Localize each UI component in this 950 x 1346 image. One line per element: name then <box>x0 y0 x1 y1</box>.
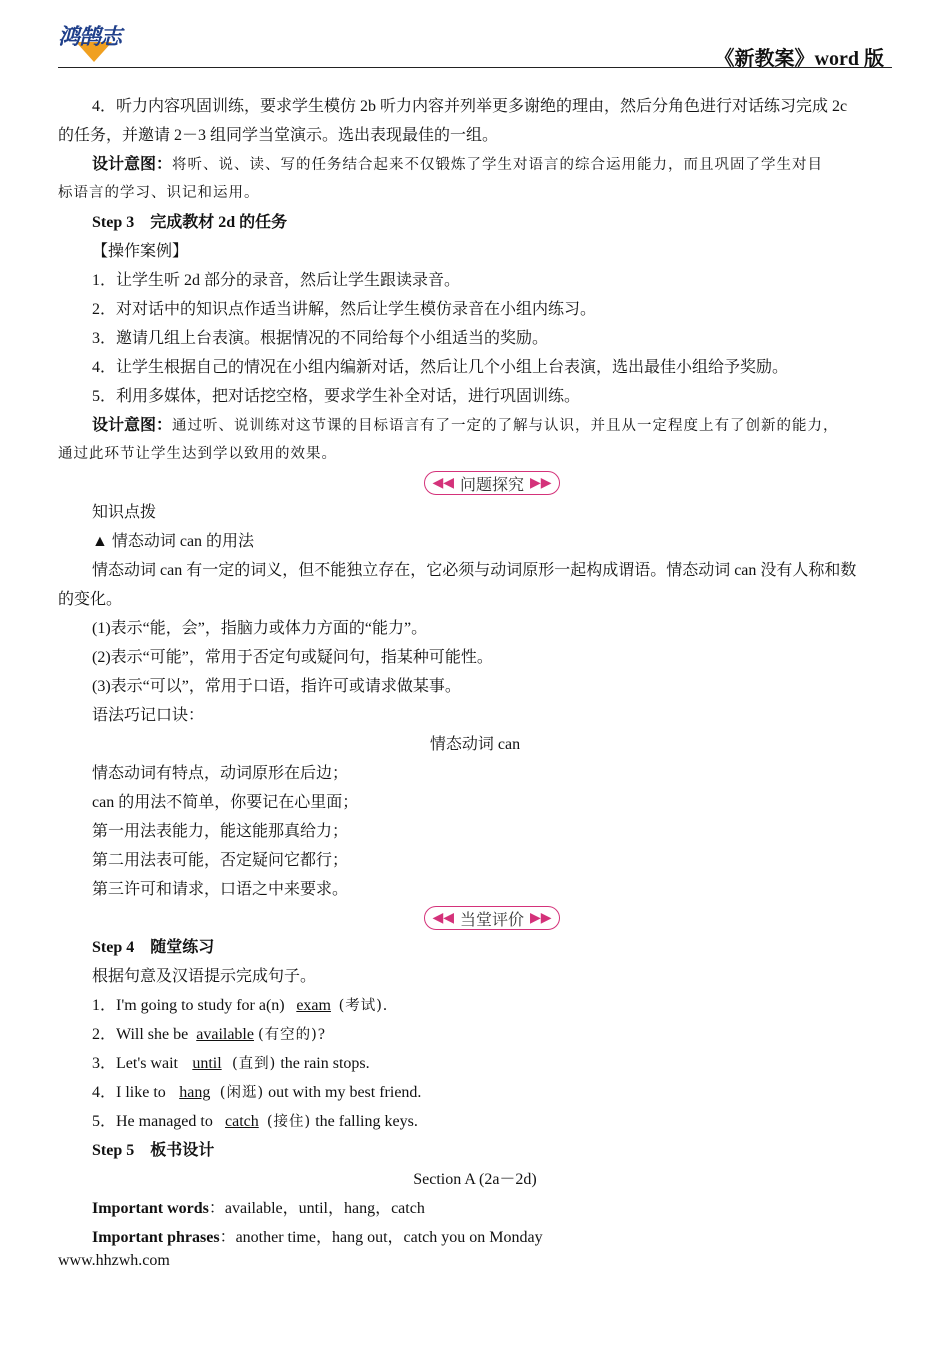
rhyme-line: 第二用法表可能，否定疑问它都行； <box>92 852 349 869</box>
chinese-hint: (闲逛) <box>219 1085 265 1101</box>
chinese-hint: (直到) <box>231 1056 277 1072</box>
paragraph: 的变化。 <box>58 591 123 608</box>
footer-url: www.hhzwh.com <box>58 1252 170 1269</box>
section-badge-row <box>58 469 892 498</box>
exercise-suffix: ? <box>317 1026 325 1043</box>
exercise-suffix: the falling keys. <box>311 1113 418 1130</box>
exercise-suffix: the rain stops. <box>276 1055 370 1072</box>
answer-blank <box>182 1049 232 1078</box>
design-intent-text: 标语言的学习、识记和运用。 <box>58 185 260 201</box>
list-item: (2)表示“可能”，常用于否定句或疑问句，指某种可能性。 <box>92 649 493 666</box>
rhyme-line: 第三许可和请求，口语之中来要求。 <box>92 881 349 898</box>
badge-label: 当堂评价 <box>459 909 524 929</box>
answer-blank <box>192 1020 258 1049</box>
exercise-item <box>58 1049 892 1078</box>
rhyme-line: 第一用法表能力，能这能那真给力； <box>92 823 349 840</box>
answer-text: exam <box>296 997 331 1014</box>
paragraph: 的任务，并邀请 2－3 组同学当堂演示。选出表现最佳的一组。 <box>58 127 499 144</box>
design-intent-text: 通过此环节让学生达到学以致用的效果。 <box>58 446 337 462</box>
step-heading: Step 4 随堂练习 <box>92 939 215 956</box>
exercise-item <box>58 1078 892 1107</box>
paragraph: 情态动词 can 有一定的词义，但不能独立存在，它必须与动词原形一起构成谓语。情态动词 can 没有人称和数 <box>92 562 857 579</box>
answer-blank <box>289 991 339 1020</box>
page-header <box>58 20 892 70</box>
case-heading: 【操作案例】 <box>92 243 189 260</box>
exercise-item <box>58 1020 892 1049</box>
subheading: ▲ 情态动词 can 的用法 <box>92 533 255 550</box>
exercise-item <box>58 991 892 1020</box>
board-label: Important words <box>92 1200 209 1217</box>
header-divider <box>58 67 892 68</box>
section-badge <box>424 471 560 495</box>
exercise-suffix: . <box>382 997 387 1014</box>
section-badge <box>424 906 560 930</box>
design-intent-label: 设计意图： <box>92 156 173 173</box>
logo-text: 鸿鹄志 <box>58 25 122 50</box>
list-item: (3)表示“可以”，常用于口语，指许可或请求做某事。 <box>92 678 461 695</box>
exercise-prefix: 1．I'm going to study for a(n) <box>92 997 289 1014</box>
design-intent-label: 设计意图： <box>92 417 173 434</box>
chevron-right-icon: ▶▶ <box>530 475 552 491</box>
chevron-left-icon: ◀◀ <box>432 910 454 926</box>
step-heading: Step 5 板书设计 <box>92 1142 215 1159</box>
chevron-right-icon: ▶▶ <box>530 910 552 926</box>
exercise-item <box>58 1107 892 1136</box>
rhyme-line: 情态动词有特点，动词原形在后边； <box>92 765 349 782</box>
paragraph: 4．听力内容巩固训练，要求学生模仿 2b 听力内容并列举更多谢绝的理由，然后分角色进行对话练习完成 2c <box>92 98 848 115</box>
document-body <box>58 92 892 1252</box>
board-title: Section A (2a－2d) <box>413 1171 537 1188</box>
paragraph: 根据句意及汉语提示完成句子。 <box>92 968 317 985</box>
list-item: 1．让学生听 2d 部分的录音，然后让学生跟读录音。 <box>92 272 461 289</box>
paragraph: 语法巧记口诀： <box>92 707 205 724</box>
answer-text: catch <box>224 1113 259 1130</box>
design-intent <box>58 411 892 440</box>
rhyme-line: can 的用法不简单，你要记在心里面； <box>92 794 359 811</box>
chinese-hint: (有空的) <box>257 1027 318 1043</box>
list-item: 2．对对话中的知识点作适当讲解，然后让学生模仿录音在小组内练习。 <box>92 301 597 318</box>
design-intent-text: 将听、说、读、写的任务结合起来不仅锻炼了学生对语言的综合运用能力，而且巩固了学生对目 <box>172 157 824 173</box>
board-line <box>58 1194 892 1223</box>
badge-label: 问题探究 <box>459 474 524 494</box>
rhyme-title: 情态动词 can <box>429 736 521 753</box>
chinese-hint: (接住) <box>266 1114 312 1130</box>
list-item: 5．利用多媒体，把对话挖空格，要求学生补全对话，进行巩固训练。 <box>92 388 581 405</box>
exercise-prefix: 2．Will she be <box>92 1026 193 1043</box>
board-line <box>58 1223 892 1252</box>
board-text: ：another time，hang out，catch you on Monday <box>219 1229 543 1246</box>
answer-blank <box>217 1107 267 1136</box>
design-intent <box>58 150 892 179</box>
answer-text: hang <box>179 1084 211 1101</box>
exercise-prefix: 4．I like to <box>92 1084 170 1101</box>
brand-logo <box>58 20 158 64</box>
exercise-prefix: 5．He managed to <box>92 1113 217 1130</box>
answer-text: until <box>192 1055 222 1072</box>
board-text: ：available，until，hang，catch <box>208 1200 425 1217</box>
section-badge-row <box>58 904 892 933</box>
chinese-hint: (考试) <box>338 998 383 1014</box>
list-item: 4．让学生根据自己的情况在小组内编新对话，然后让几个小组上台表演，选出最佳小组给予奖励。 <box>92 359 789 376</box>
step-heading: Step 3 完成教材 2d 的任务 <box>92 214 288 231</box>
subheading: 知识点拨 <box>92 504 157 521</box>
header-title: 《新教案》word 版 <box>714 48 884 70</box>
answer-text: available <box>196 1026 254 1043</box>
list-item: (1)表示“能，会”，指脑力或体力方面的“能力”。 <box>92 620 428 637</box>
exercise-suffix: out with my best friend. <box>264 1084 422 1101</box>
exercise-prefix: 3．Let's wait <box>92 1055 182 1072</box>
design-intent-text: 通过听、说训练对这节课的目标语言有了一定的了解与认识，并且从一定程度上有了创新的能力， <box>172 418 839 434</box>
board-label: Important phrases <box>92 1229 220 1246</box>
answer-blank <box>170 1078 220 1107</box>
chevron-left-icon: ◀◀ <box>432 475 454 491</box>
list-item: 3．邀请几组上台表演。根据情况的不同给每个小组适当的奖励。 <box>92 330 549 347</box>
